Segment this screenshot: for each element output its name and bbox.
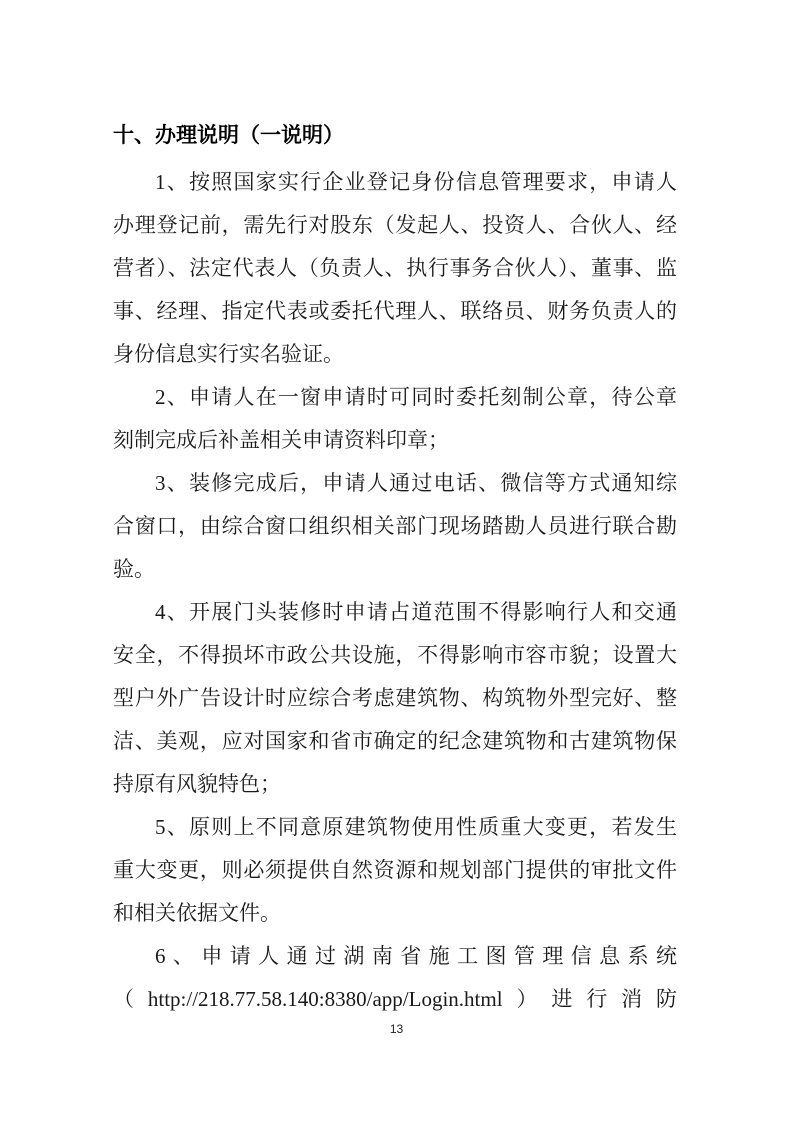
- section-heading: 十、办理说明（一说明）: [113, 124, 344, 147]
- text-line: 重大变更，则必须提供自然资源和规划部门提供的审批文件: [113, 858, 677, 882]
- text-line: 1、按照国家实行企业登记身份信息管理要求，申请人: [155, 170, 677, 194]
- text-line: 身份信息实行实名验证。: [113, 342, 344, 366]
- text-line: 型户外广告设计时应综合考虑建筑物、构筑物外型完好、整: [113, 686, 677, 710]
- text-line: 4、开展门头装修时申请占道范围不得影响行人和交通: [155, 600, 677, 624]
- page-number: 13: [389, 1022, 404, 1036]
- text-line: 3、装修完成后，申请人通过电话、微信等方式通知综: [155, 471, 677, 495]
- document-content: [113, 122, 677, 1021]
- text-line: 刻制完成后补盖相关申请资料印章；: [113, 428, 449, 452]
- text-line: 办理登记前，需先行对股东（发起人、投资人、合伙人、经: [113, 213, 677, 237]
- text-line: 验。: [113, 557, 155, 581]
- text-line: 合窗口，由综合窗口组织相关部门现场踏勘人员进行联合勘: [113, 514, 677, 538]
- text-line: 2、申请人在一窗申请时可同时委托刻制公章，待公章: [155, 385, 677, 409]
- text-line: 事、经理、指定代表或委托代理人、联络员、财务负责人的: [113, 299, 677, 323]
- document-body: [113, 161, 677, 1021]
- text-line: 安全，不得损坏市政公共设施，不得影响市容市貌；设置大: [113, 643, 677, 667]
- text-line: 持原有风貌特色；: [113, 772, 281, 796]
- text-line: 6、申请人通过湖南省施工图管理信息系统: [155, 944, 677, 968]
- text-line: 洁、美观，应对国家和省市确定的纪念建筑物和古建筑物保: [113, 729, 677, 753]
- text-line: （http://218.77.58.140:8380/app/Login.html）进行消防: [113, 987, 677, 1011]
- text-line: 5、原则上不同意原建筑物使用性质重大变更，若发生: [155, 815, 677, 839]
- text-line: 营者）、法定代表人（负责人、执行事务合伙人）、董事、监: [113, 256, 677, 280]
- text-line: 和相关依据文件。: [113, 901, 281, 925]
